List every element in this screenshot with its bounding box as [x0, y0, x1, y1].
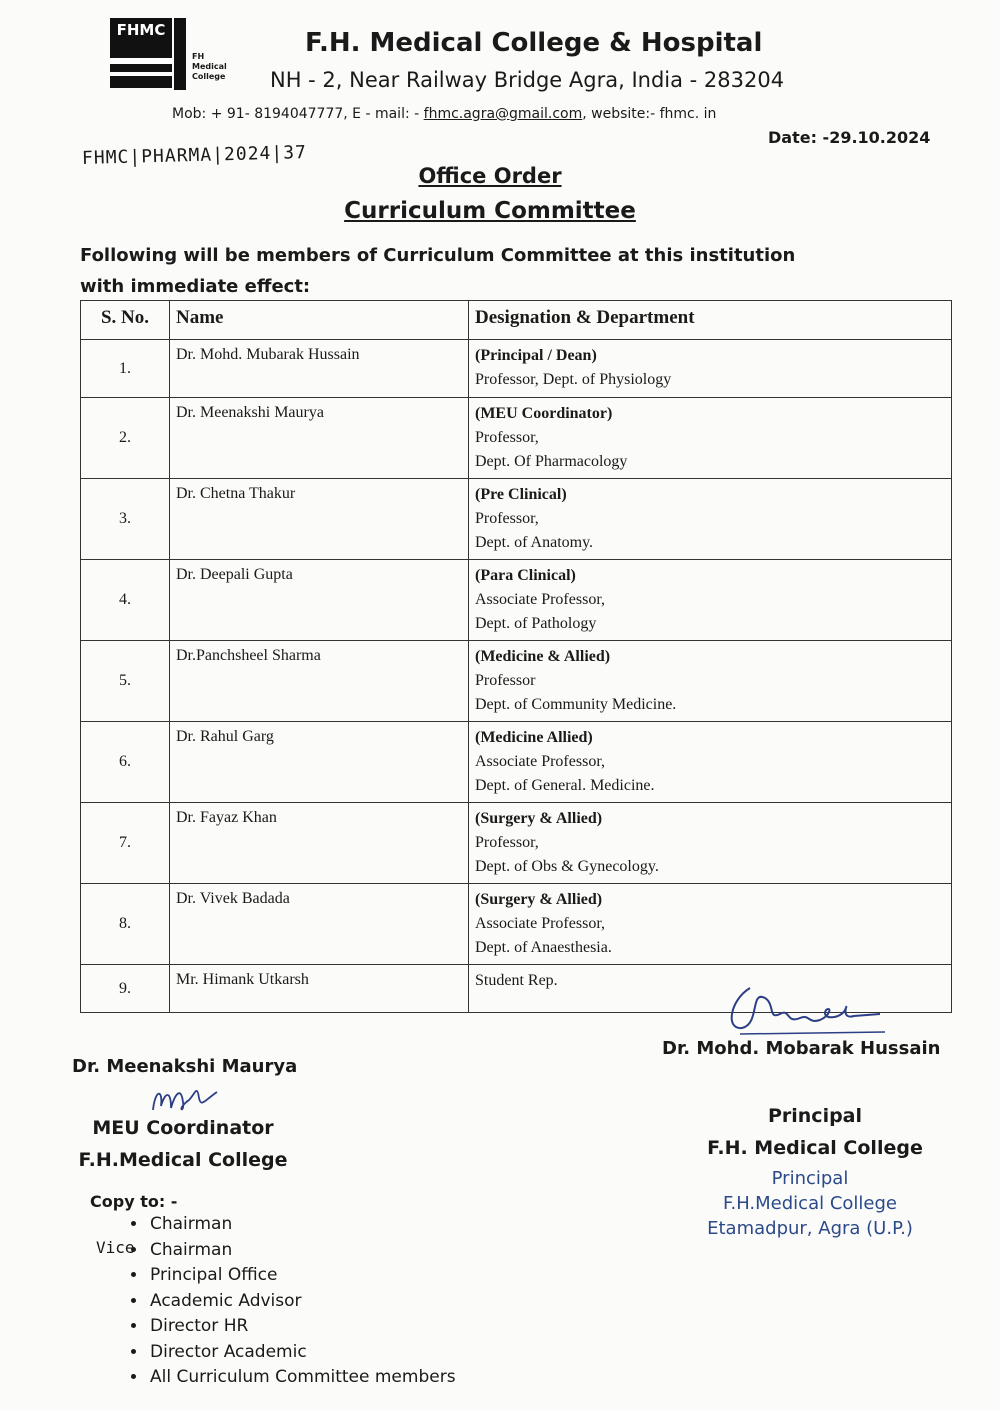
college-contact: Mob: + 91- 8194047777, E - mail: - fhmc.agra@gmail.com, website:- fhmc. in	[172, 106, 717, 122]
row-designation: (Pre Clinical) Professor, Dept. of Anatomy.	[469, 479, 952, 560]
list-item: • Principal Office	[148, 1263, 456, 1289]
table-row	[81, 398, 952, 479]
college-name: F.H. Medical College & Hospital	[305, 28, 763, 58]
row-sno: 9.	[81, 965, 170, 1013]
logo-text: FHMC	[116, 21, 166, 39]
list-item: • All Curriculum Committee members	[148, 1365, 456, 1391]
principal-name: Dr. Mohd. Mobarak Hussain	[662, 1038, 941, 1059]
intro-text: Following will be members of Curriculum Committee at this institution with immediate effect:	[80, 245, 796, 297]
row-designation: (Surgery & Allied) Associate Professor, Dept. of Anaesthesia.	[469, 884, 952, 965]
row-name: Dr. Chetna Thakur	[170, 479, 469, 560]
header-designation: Designation & Department	[469, 301, 952, 340]
row-designation: (MEU Coordinator) Professor, Dept. Of Pharmacology	[469, 398, 952, 479]
members-table	[80, 300, 952, 1013]
order-date: Date: -29.10.2024	[768, 128, 931, 147]
row-sno: 1.	[81, 340, 170, 398]
header-name: Name	[170, 301, 469, 340]
row-designation: Student Rep.	[469, 965, 952, 1013]
copy-to-title: Copy to: -	[90, 1192, 178, 1211]
table-row	[81, 340, 952, 398]
list-item: • Director Academic	[148, 1340, 456, 1366]
college-logo	[110, 18, 230, 88]
table-row	[81, 803, 952, 884]
table-row	[81, 641, 952, 722]
row-name: Dr. Fayaz Khan	[170, 803, 469, 884]
row-designation: (Medicine Allied) Associate Professor, Dept. of General. Medicine.	[469, 722, 952, 803]
row-name: Dr. Mohd. Mubarak Hussain	[170, 340, 469, 398]
row-designation: (Medicine & Allied) Professor Dept. of Community Medicine.	[469, 641, 952, 722]
header-sno: S. No.	[81, 301, 170, 340]
row-name: Dr. Vivek Badada	[170, 884, 469, 965]
row-name: Dr. Rahul Garg	[170, 722, 469, 803]
table-row	[81, 479, 952, 560]
college-address: NH - 2, Near Railway Bridge Agra, India - 283204	[270, 68, 785, 92]
coordinator-name: Dr. Meenakshi Maurya	[72, 1056, 298, 1077]
coordinator-designation: MEU Coordinator F.H.Medical College	[78, 1117, 288, 1171]
list-item: • Chairman	[148, 1238, 456, 1264]
reference-number: FHMC|PHARMA|2024|37	[81, 142, 308, 169]
row-designation: (Surgery & Allied) Professor, Dept. of Obs & Gynecology.	[469, 803, 952, 884]
row-sno: 6.	[81, 722, 170, 803]
row-sno: 4.	[81, 560, 170, 641]
document-title: Office Order	[418, 164, 562, 188]
logo-mark	[110, 18, 172, 72]
list-item: • Academic Advisor	[148, 1289, 456, 1315]
logo-subtext: FH Medical College	[192, 52, 227, 81]
row-name: Dr. Meenakshi Maurya	[170, 398, 469, 479]
row-sno: 7.	[81, 803, 170, 884]
row-sno: 8.	[81, 884, 170, 965]
email-link[interactable]: fhmc.agra@gmail.com	[423, 106, 583, 122]
vice-handwritten-note: Vice	[96, 1238, 135, 1257]
row-name: Dr. Deepali Gupta	[170, 560, 469, 641]
table-row	[81, 722, 952, 803]
row-name: Mr. Himank Utkarsh	[170, 965, 469, 1013]
list-item: • Director HR	[148, 1314, 456, 1340]
principal-designation: Principal F.H. Medical College	[707, 1105, 923, 1159]
principal-signature	[720, 980, 890, 1040]
principal-stamp: Principal F.H.Medical College Etamadpur, Agra (U.P.)	[707, 1168, 913, 1239]
table-row	[81, 560, 952, 641]
table-header-row	[81, 301, 952, 340]
row-sno: 3.	[81, 479, 170, 560]
row-designation: (Para Clinical) Associate Professor, Dept. of Pathology	[469, 560, 952, 641]
row-name: Dr.Panchsheel Sharma	[170, 641, 469, 722]
row-designation: (Principal / Dean) Professor, Dept. of Physiology	[469, 340, 952, 398]
row-sno: 2.	[81, 398, 170, 479]
table-row	[81, 884, 952, 965]
copy-to-list	[118, 1212, 456, 1391]
row-sno: 5.	[81, 641, 170, 722]
list-item: • Chairman	[148, 1212, 456, 1238]
document-subtitle: Curriculum Committee	[344, 198, 636, 224]
